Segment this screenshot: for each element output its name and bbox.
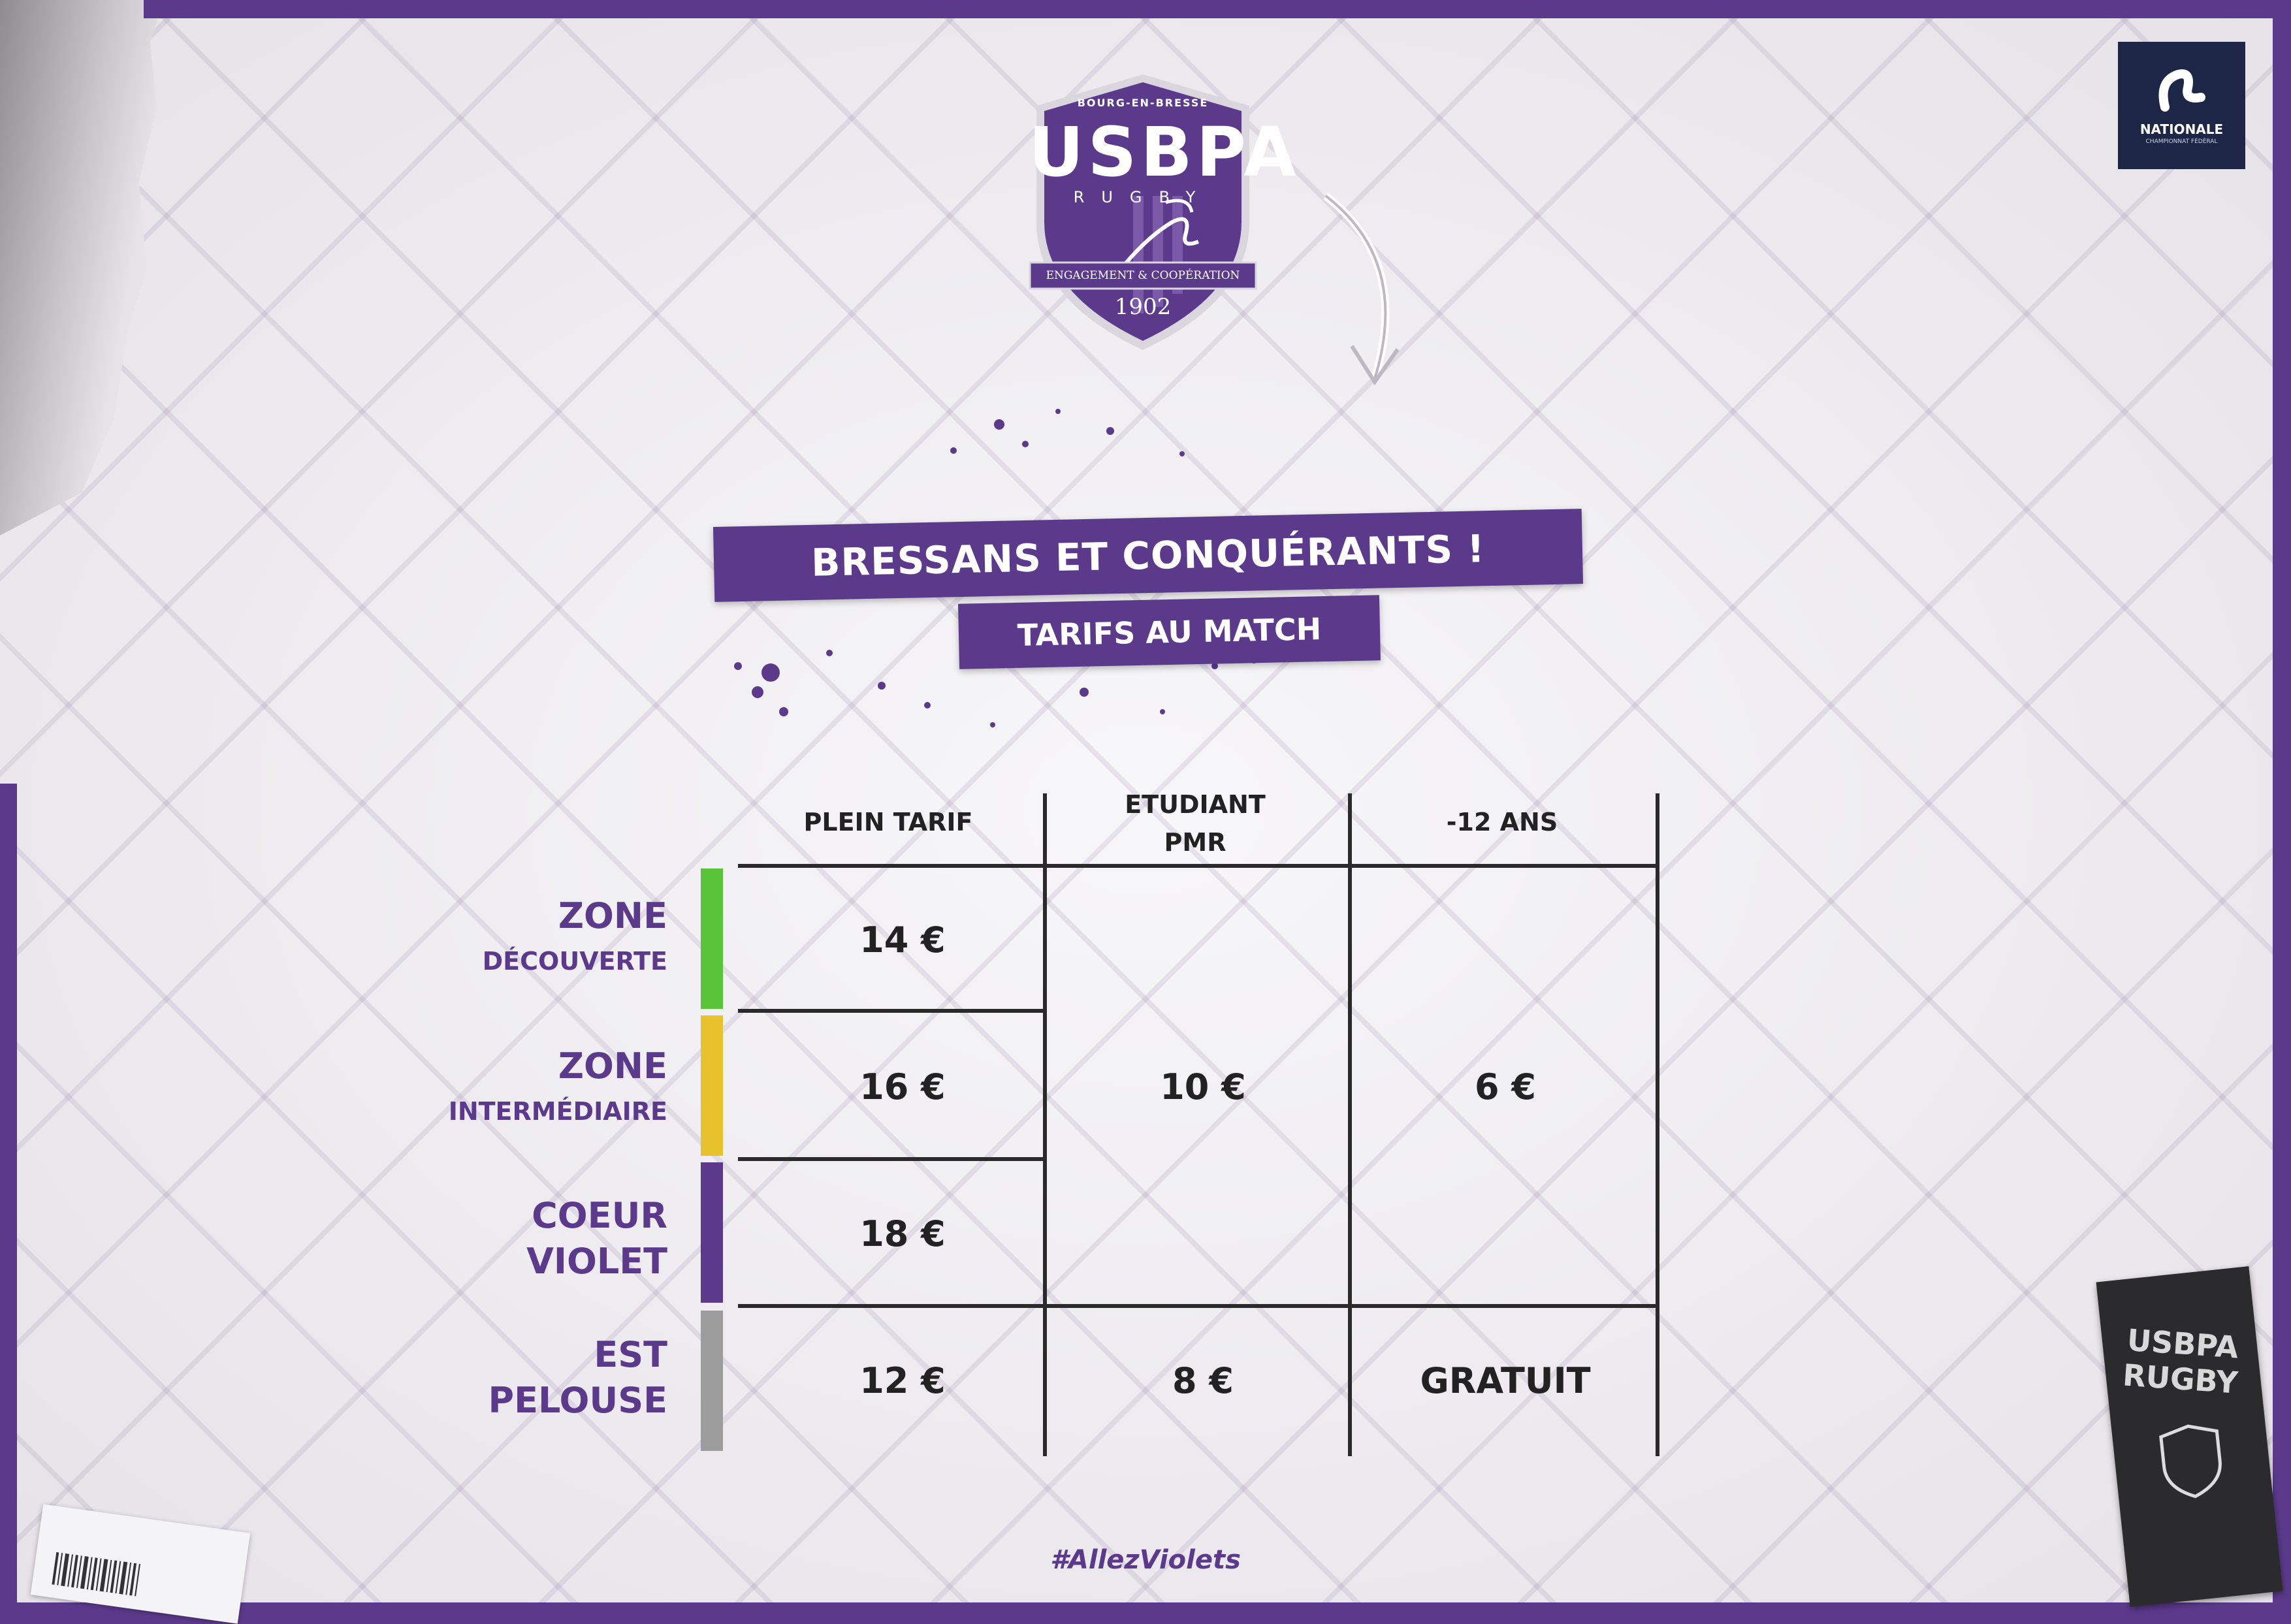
zone-color-bar	[701, 1162, 723, 1303]
crest-town: BOURG-EN-BRESSE	[1077, 97, 1209, 109]
header-moins-12: -12 ANS	[1446, 808, 1558, 836]
zone-label-line1: ZONE	[558, 1045, 667, 1087]
page-title: BRESSANS ET CONQUÉRANTS !	[810, 526, 1486, 585]
zone-label-line2: PELOUSE	[488, 1380, 667, 1421]
row-divider	[738, 1157, 1045, 1161]
page-subtitle: TARIFS AU MATCH	[1017, 611, 1322, 653]
zone-label-intermediaire	[449, 1043, 667, 1134]
crest-motto: ENGAGEMENT & COOPÉRATION	[1046, 269, 1240, 282]
price-est-pelouse-plein: 12 €	[859, 1360, 946, 1401]
column-divider	[1656, 793, 1659, 1456]
price-moins12-shared: 6 €	[1475, 1066, 1536, 1107]
header-plein-tarif: PLEIN TARIF	[803, 808, 973, 836]
row-divider	[738, 1304, 1659, 1308]
zone-label-coeur-violet	[526, 1193, 667, 1284]
crest-sport: RUGBY	[1073, 188, 1213, 206]
zone-label-est-pelouse	[489, 1332, 667, 1424]
row-divider	[738, 864, 1659, 868]
zone-label-line2: DÉCOUVERTE	[482, 947, 667, 976]
zone-label-line2: INTERMÉDIAIRE	[448, 1097, 667, 1126]
ticket-shield-icon	[2157, 1420, 2227, 1501]
league-subtitle: CHAMPIONNAT FÉDÉRAL	[2145, 138, 2218, 145]
zone-label-line1: EST	[594, 1334, 667, 1375]
crest-year: 1902	[1114, 294, 1172, 320]
zone-label-line1: COEUR	[532, 1195, 667, 1236]
price-etudiant-shared: 10 €	[1160, 1066, 1246, 1107]
zone-color-bar	[701, 1015, 723, 1156]
column-divider	[1043, 793, 1047, 1456]
hashtag: #AllezViolets	[1050, 1545, 1241, 1575]
zone-label-line2: VIOLET	[526, 1241, 667, 1282]
row-divider	[738, 1009, 1045, 1013]
zone-color-bar	[701, 868, 723, 1009]
crest-club-name: USBPA	[1029, 112, 1300, 192]
header-etudiant-pmr: ETUDIANT PMR	[1125, 790, 1266, 857]
league-name: NATIONALE	[2139, 121, 2224, 137]
price-est-pelouse-moins12: GRATUIT	[1420, 1360, 1591, 1401]
column-divider	[1348, 793, 1352, 1456]
price-intermediaire-plein: 16 €	[859, 1066, 946, 1107]
price-est-pelouse-etudiant: 8 €	[1172, 1360, 1234, 1401]
zone-color-bar	[701, 1311, 723, 1451]
price-coeur-violet-plein: 18 €	[859, 1213, 946, 1254]
price-decouverte-plein: 14 €	[859, 919, 946, 961]
zone-label-line1: ZONE	[558, 895, 667, 936]
zone-label-decouverte	[483, 893, 667, 983]
ticket-text: USBPA RUGBY	[2121, 1322, 2240, 1401]
barcode-icon	[52, 1552, 185, 1602]
